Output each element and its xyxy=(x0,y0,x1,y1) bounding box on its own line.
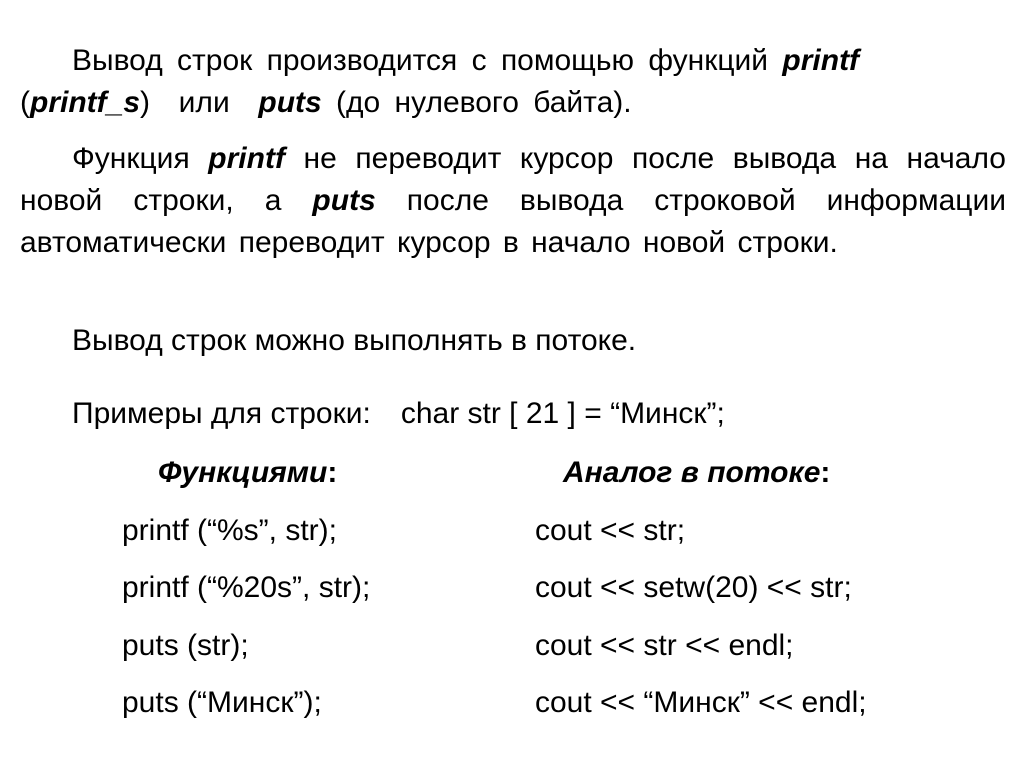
paragraph-stream-output: Вывод строк можно выполнять в потоке. xyxy=(72,324,637,357)
colon: : xyxy=(820,456,831,489)
row-left: puts (“Минск”); xyxy=(122,686,322,719)
examples-label: Примеры для строки: xyxy=(72,397,371,430)
header-functions xyxy=(158,452,337,494)
examples-code: char str [ 21 ] = “Минск”; xyxy=(400,397,725,430)
keyword-puts: puts xyxy=(258,86,322,119)
keyword-printf-s: printf_s xyxy=(30,86,141,119)
text: ) или xyxy=(140,86,259,119)
row-left: printf (“%20s”, str); xyxy=(122,571,371,604)
text: Функция xyxy=(72,142,209,175)
keyword-printf: printf xyxy=(782,44,860,77)
row-left: puts (str); xyxy=(122,629,249,662)
examples-line xyxy=(72,393,725,435)
keyword-printf: printf xyxy=(208,142,285,175)
colon: : xyxy=(327,456,338,489)
row-right: cout << “Минск” << endl; xyxy=(535,686,867,719)
text: после вывода строковой информации автоматически переводит курсор в начало новой строки. xyxy=(20,184,1007,259)
text: ( xyxy=(20,86,30,119)
row-right: cout << str << endl; xyxy=(535,629,794,662)
header-stream-analog-label: Аналог в потоке xyxy=(563,456,821,489)
paragraph-output-functions xyxy=(20,40,1006,124)
row-right: cout << str; xyxy=(535,514,686,547)
text: Вывод строк производится с помощью функций xyxy=(72,44,783,77)
text: не переводит курсор после вывода на начало новой строки, а xyxy=(20,142,1006,217)
paragraph-cursor-behavior xyxy=(20,138,1006,264)
row-left: printf (“%s”, str); xyxy=(122,514,337,547)
row-right: cout << setw(20) << str; xyxy=(535,571,852,604)
header-functions-label: Функциями xyxy=(158,456,328,489)
text: (до нулевого байта). xyxy=(321,86,632,119)
header-stream-analog xyxy=(563,452,830,494)
keyword-puts: puts xyxy=(312,184,376,217)
